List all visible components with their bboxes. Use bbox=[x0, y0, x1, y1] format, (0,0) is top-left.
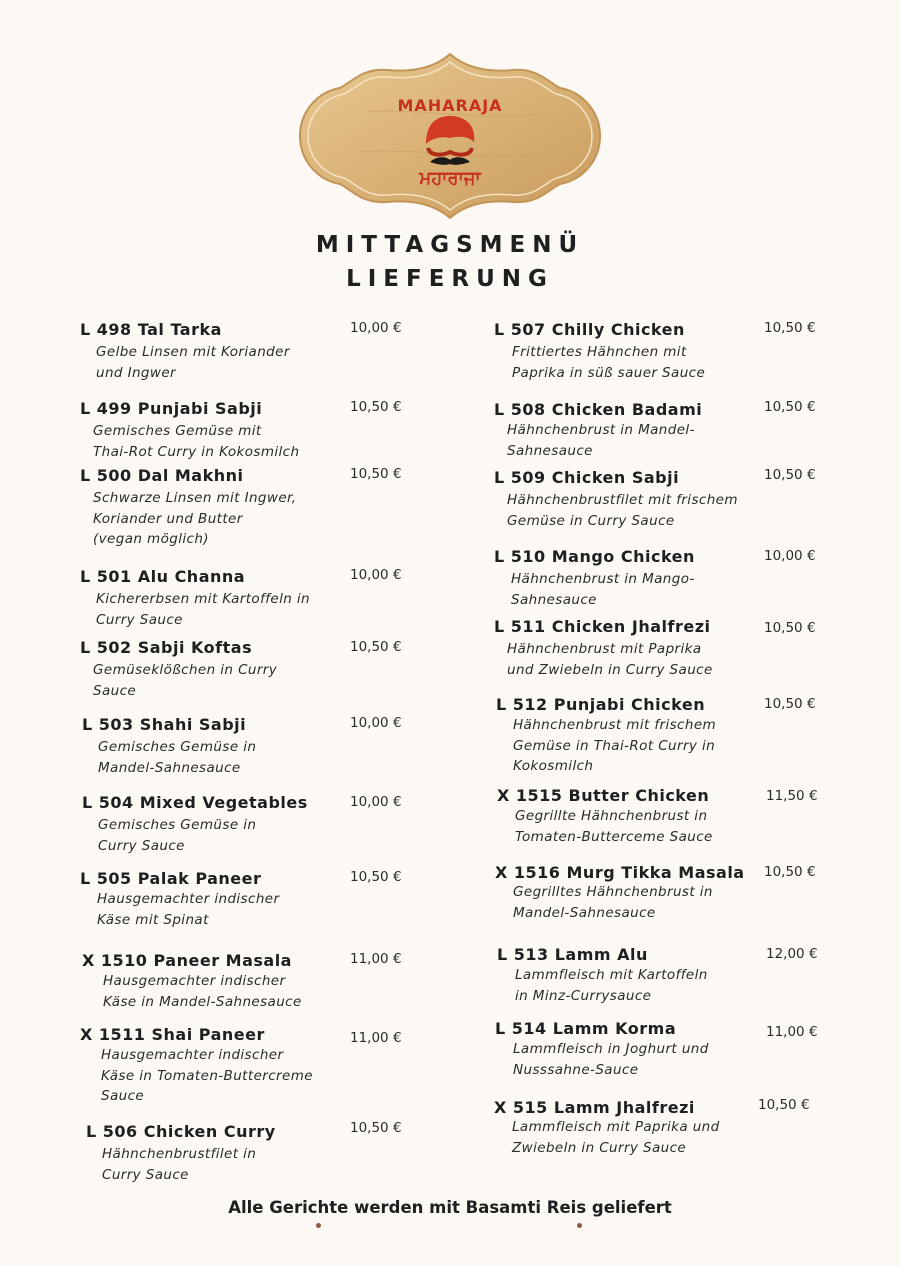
item-description: Hausgemachter indischer Käse in Tomaten-Buttercreme Sauce bbox=[101, 1047, 313, 1104]
item-price: 10,50 € bbox=[758, 1097, 810, 1113]
menu-item bbox=[494, 320, 705, 383]
menu-item bbox=[82, 793, 308, 856]
wood-plaque bbox=[298, 52, 602, 220]
menu-item bbox=[80, 466, 296, 550]
item-name: L 514 Lamm Korma bbox=[495, 1019, 677, 1038]
brand-name-latin: MAHARAJA bbox=[397, 96, 503, 115]
item-name: X 515 Lamm Jhalfrezi bbox=[494, 1098, 695, 1117]
item-name: L 508 Chicken Badami bbox=[494, 400, 703, 419]
item-description: Hausgemachter indischer Käse in Mandel-Sahnesauce bbox=[103, 973, 302, 1010]
menu-item bbox=[494, 547, 695, 610]
item-price: 10,50 € bbox=[350, 869, 402, 885]
menu-item bbox=[80, 399, 299, 462]
item-description: Gegrilltes Hähnchenbrust in Mandel-Sahnesauce bbox=[513, 884, 713, 921]
item-name: L 504 Mixed Vegetables bbox=[82, 793, 308, 812]
menu-item bbox=[80, 638, 277, 701]
item-description: Schwarze Linsen mit Ingwer, Koriander und Butter (vegan möglich) bbox=[93, 490, 297, 547]
decorative-dot bbox=[316, 1223, 321, 1228]
item-name: X 1511 Shai Paneer bbox=[80, 1025, 265, 1044]
item-description: Gemisches Gemüse in Mandel-Sahnesauce bbox=[98, 739, 257, 776]
item-name: L 499 Punjabi Sabji bbox=[80, 399, 263, 418]
item-price: 11,00 € bbox=[350, 1030, 402, 1046]
item-description: Hähnchenbrust in Mango- Sahnesauce bbox=[511, 571, 695, 608]
item-description: Gelbe Linsen mit Koriander und Ingwer bbox=[96, 344, 290, 381]
item-name: X 1516 Murg Tikka Masala bbox=[495, 863, 745, 882]
menu-item bbox=[494, 1098, 720, 1158]
item-description: Hausgemachter indischer Käse mit Spinat bbox=[97, 891, 280, 928]
menu-item bbox=[496, 695, 716, 777]
item-price: 10,50 € bbox=[764, 864, 816, 880]
item-price: 11,00 € bbox=[766, 1024, 818, 1040]
menu-item bbox=[80, 320, 290, 383]
item-price: 10,50 € bbox=[350, 639, 402, 655]
menu-item bbox=[494, 400, 702, 461]
menu-item bbox=[80, 1025, 313, 1107]
item-price: 11,50 € bbox=[766, 788, 818, 804]
item-price: 10,00 € bbox=[764, 548, 816, 564]
item-name: L 506 Chicken Curry bbox=[86, 1122, 276, 1141]
maharaja-logo bbox=[298, 52, 602, 220]
menu-item bbox=[80, 869, 279, 930]
item-name: L 501 Alu Channa bbox=[80, 567, 246, 586]
decorative-dot bbox=[577, 1223, 582, 1228]
menu-item bbox=[494, 468, 738, 531]
menu-item bbox=[80, 567, 310, 630]
menu-item bbox=[494, 617, 713, 680]
item-description: Lammfleisch in Joghurt und Nusssahne-Sauce bbox=[513, 1041, 709, 1078]
item-price: 10,50 € bbox=[350, 1120, 402, 1136]
item-description: Hähnchenbrustfilet in Curry Sauce bbox=[102, 1146, 257, 1183]
item-description: Gemisches Gemüse in Curry Sauce bbox=[98, 817, 257, 854]
item-name: L 505 Palak Paneer bbox=[80, 869, 262, 888]
item-description: Lammfleisch mit Paprika und Zwiebeln in Curry Sauce bbox=[512, 1119, 720, 1156]
item-price: 10,50 € bbox=[764, 620, 816, 636]
item-description: Gemüseklößchen in Curry Sauce bbox=[93, 662, 278, 699]
item-price: 10,50 € bbox=[764, 467, 816, 483]
item-name: X 1515 Butter Chicken bbox=[497, 786, 710, 805]
item-name: L 512 Punjabi Chicken bbox=[496, 695, 706, 714]
footer-note: Alle Gerichte werden mit Basamti Reis geliefert bbox=[228, 1198, 672, 1217]
brand-name-gurmukhi: ਮਹਾਰਾਜਾ bbox=[419, 168, 481, 189]
item-description: Kichererbsen mit Kartoffeln in Curry Sauce bbox=[96, 591, 310, 628]
item-name: L 507 Chilly Chicken bbox=[494, 320, 685, 339]
item-price: 10,00 € bbox=[350, 794, 402, 810]
menu-subtitle: LIEFERUNG bbox=[346, 266, 554, 292]
menu-item bbox=[495, 1019, 709, 1080]
item-description: Lammfleisch mit Kartoffeln in Minz-Currysauce bbox=[515, 967, 708, 1004]
item-description: Hähnchenbrust in Mandel- Sahnesauce bbox=[507, 422, 695, 459]
item-name: L 511 Chicken Jhalfrezi bbox=[494, 617, 711, 636]
item-description: Gemisches Gemüse mit Thai-Rot Curry in Kokosmilch bbox=[93, 423, 300, 460]
menu-item bbox=[86, 1122, 276, 1185]
item-description: Frittiertes Hähnchen mit Paprika in süß sauer Sauce bbox=[512, 344, 706, 381]
item-name: L 503 Shahi Sabji bbox=[82, 715, 247, 734]
item-price: 10,00 € bbox=[350, 567, 402, 583]
item-price: 10,50 € bbox=[350, 466, 402, 482]
item-name: L 510 Mango Chicken bbox=[494, 547, 695, 566]
item-name: X 1510 Paneer Masala bbox=[82, 951, 292, 970]
menu-item bbox=[495, 863, 745, 923]
menu-item bbox=[82, 715, 256, 778]
item-name: L 513 Lamm Alu bbox=[497, 945, 648, 964]
item-price: 10,50 € bbox=[350, 399, 402, 415]
item-price: 11,00 € bbox=[350, 951, 402, 967]
item-name: L 500 Dal Makhni bbox=[80, 466, 244, 485]
menu-title: MITTAGSMENÜ bbox=[315, 232, 585, 258]
item-description: Hähnchenbrustfilet mit frischem Gemüse in Curry Sauce bbox=[507, 492, 738, 529]
menu-item bbox=[497, 786, 713, 847]
item-price: 10,00 € bbox=[350, 320, 402, 336]
item-price: 10,50 € bbox=[764, 320, 816, 336]
item-description: Hähnchenbrust mit frischem Gemüse in Thai-Rot Curry in Kokosmilch bbox=[513, 717, 717, 774]
item-description: Hähnchenbrust mit Paprika und Zwiebeln in Curry Sauce bbox=[507, 641, 713, 678]
item-name: L 509 Chicken Sabji bbox=[494, 468, 680, 487]
menu-item bbox=[497, 945, 708, 1006]
item-price: 12,00 € bbox=[766, 946, 818, 962]
item-name: L 502 Sabji Koftas bbox=[80, 638, 253, 657]
item-description: Gegrillte Hähnchenbrust in Tomaten-Butterceme Sauce bbox=[515, 808, 713, 845]
item-price: 10,50 € bbox=[764, 399, 816, 415]
item-price: 10,00 € bbox=[350, 715, 402, 731]
item-price: 10,50 € bbox=[764, 696, 816, 712]
menu-item bbox=[82, 951, 302, 1012]
item-name: L 498 Tal Tarka bbox=[80, 320, 222, 339]
